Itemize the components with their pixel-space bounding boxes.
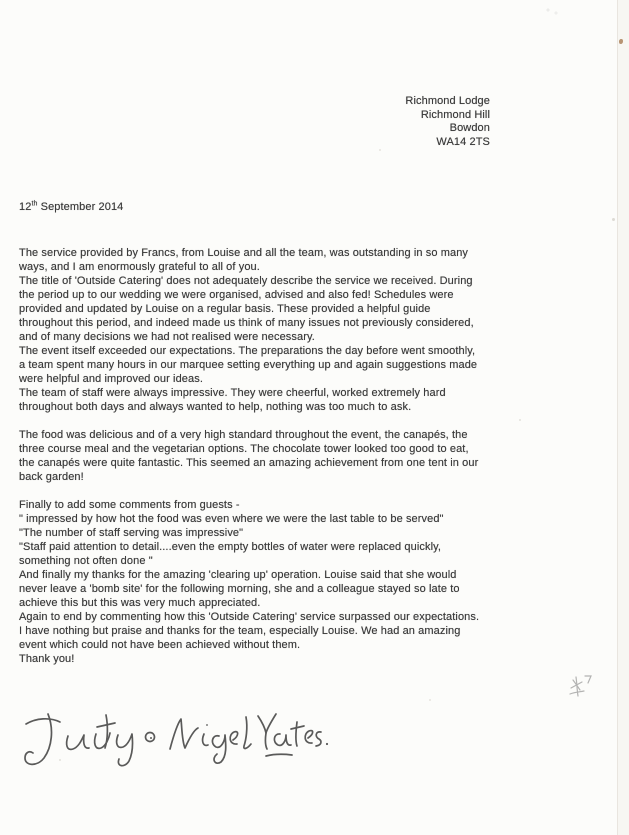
address-line: WA14 2TS: [436, 135, 490, 148]
sender-address: [405, 95, 490, 149]
body-line: a team spent many hours in our marquee setting everything up and again suggestions made: [19, 359, 478, 371]
address-line: Richmond Hill: [420, 108, 490, 121]
body-line: event which could not have been achieved without them.: [19, 639, 301, 651]
body-line: ways, and I am enormously grateful to all of you.: [19, 261, 260, 273]
body-line: "The number of staff serving was impressive": [19, 527, 244, 539]
body-line: the period up to our wedding we were organised, advised and also fed! Schedules were: [19, 289, 454, 301]
scan-edge-strip: [618, 0, 629, 835]
body-line: [19, 414, 579, 428]
body-line: "Staff paid attention to detail....even the empty bottles of water were replaced quickly,: [19, 541, 442, 553]
body-line: the canapés were quite fantastic. This seemed an amazing achievement from one tent in our: [19, 457, 479, 469]
body-line: provided and updated by Louise on a regular basis. These provided a helpful guide: [19, 303, 431, 315]
body-line: back garden!: [19, 471, 84, 483]
body-line: never leave a 'bomb site' for the following morning, she and a colleague stayed so late to: [19, 583, 460, 595]
handwritten-signature-svg: [18, 704, 330, 784]
body-line: something not often done ": [19, 555, 153, 567]
body-line: The event itself exceeded our expectations. The preparations the day before went smoothly,: [19, 345, 476, 357]
body-line: throughout this period, and indeed made us think of many issues not previously considered,: [19, 317, 474, 329]
body-line: throughout both days and always wanted to help, nothing was too much to ask.: [19, 401, 412, 413]
body-line: [19, 484, 579, 498]
body-line: " impressed by how hot the food was even where we were the last table to be served": [19, 513, 444, 525]
body-line: The title of 'Outside Catering' does not adequately describe the service we received. During: [19, 275, 473, 287]
body-line: The service provided by Francs, from Louise and all the team, was outstanding in so many: [19, 247, 469, 259]
body-line: The team of staff were always impressive. They were cheerful, worked extremely hard: [19, 387, 446, 399]
body-line: three course meal and the vegetarian options. The chocolate tower looked too good to eat,: [19, 443, 469, 455]
body-line: The food was delicious and of a very high standard throughout the event, the canapés, the: [19, 429, 468, 441]
date-day: 12: [19, 201, 32, 213]
address-line: Richmond Lodge: [405, 95, 490, 107]
pencil-scribble: [568, 674, 594, 704]
body-line: and of many decisions we had not realised were necessary.: [19, 331, 315, 343]
body-line: Thank you!: [19, 653, 75, 665]
date-ordinal-suffix: th: [31, 200, 38, 208]
letter-date: [19, 200, 123, 214]
body-line: were helpful and improved our ideas.: [19, 373, 203, 385]
body-line: Again to end by commenting how this 'Outside Catering' service surpassed our expectations.: [19, 611, 480, 623]
scan-smudge: [612, 218, 615, 221]
body-line: achieve this but this was very much appreciated.: [19, 597, 261, 609]
body-line: And finally my thanks for the amazing 'clearing up' operation. Louise said that she would: [19, 569, 457, 581]
body-line: I have nothing but praise and thanks for the team, especially Louise. We had an amazing: [19, 625, 461, 637]
address-line: Bowdon: [449, 122, 490, 134]
date-month-year: September 2014: [37, 201, 124, 213]
signature: [18, 704, 330, 784]
scan-edge-line: [617, 0, 618, 835]
body-line: Finally to add some comments from guests -: [19, 499, 240, 511]
letter-body: [19, 246, 579, 666]
